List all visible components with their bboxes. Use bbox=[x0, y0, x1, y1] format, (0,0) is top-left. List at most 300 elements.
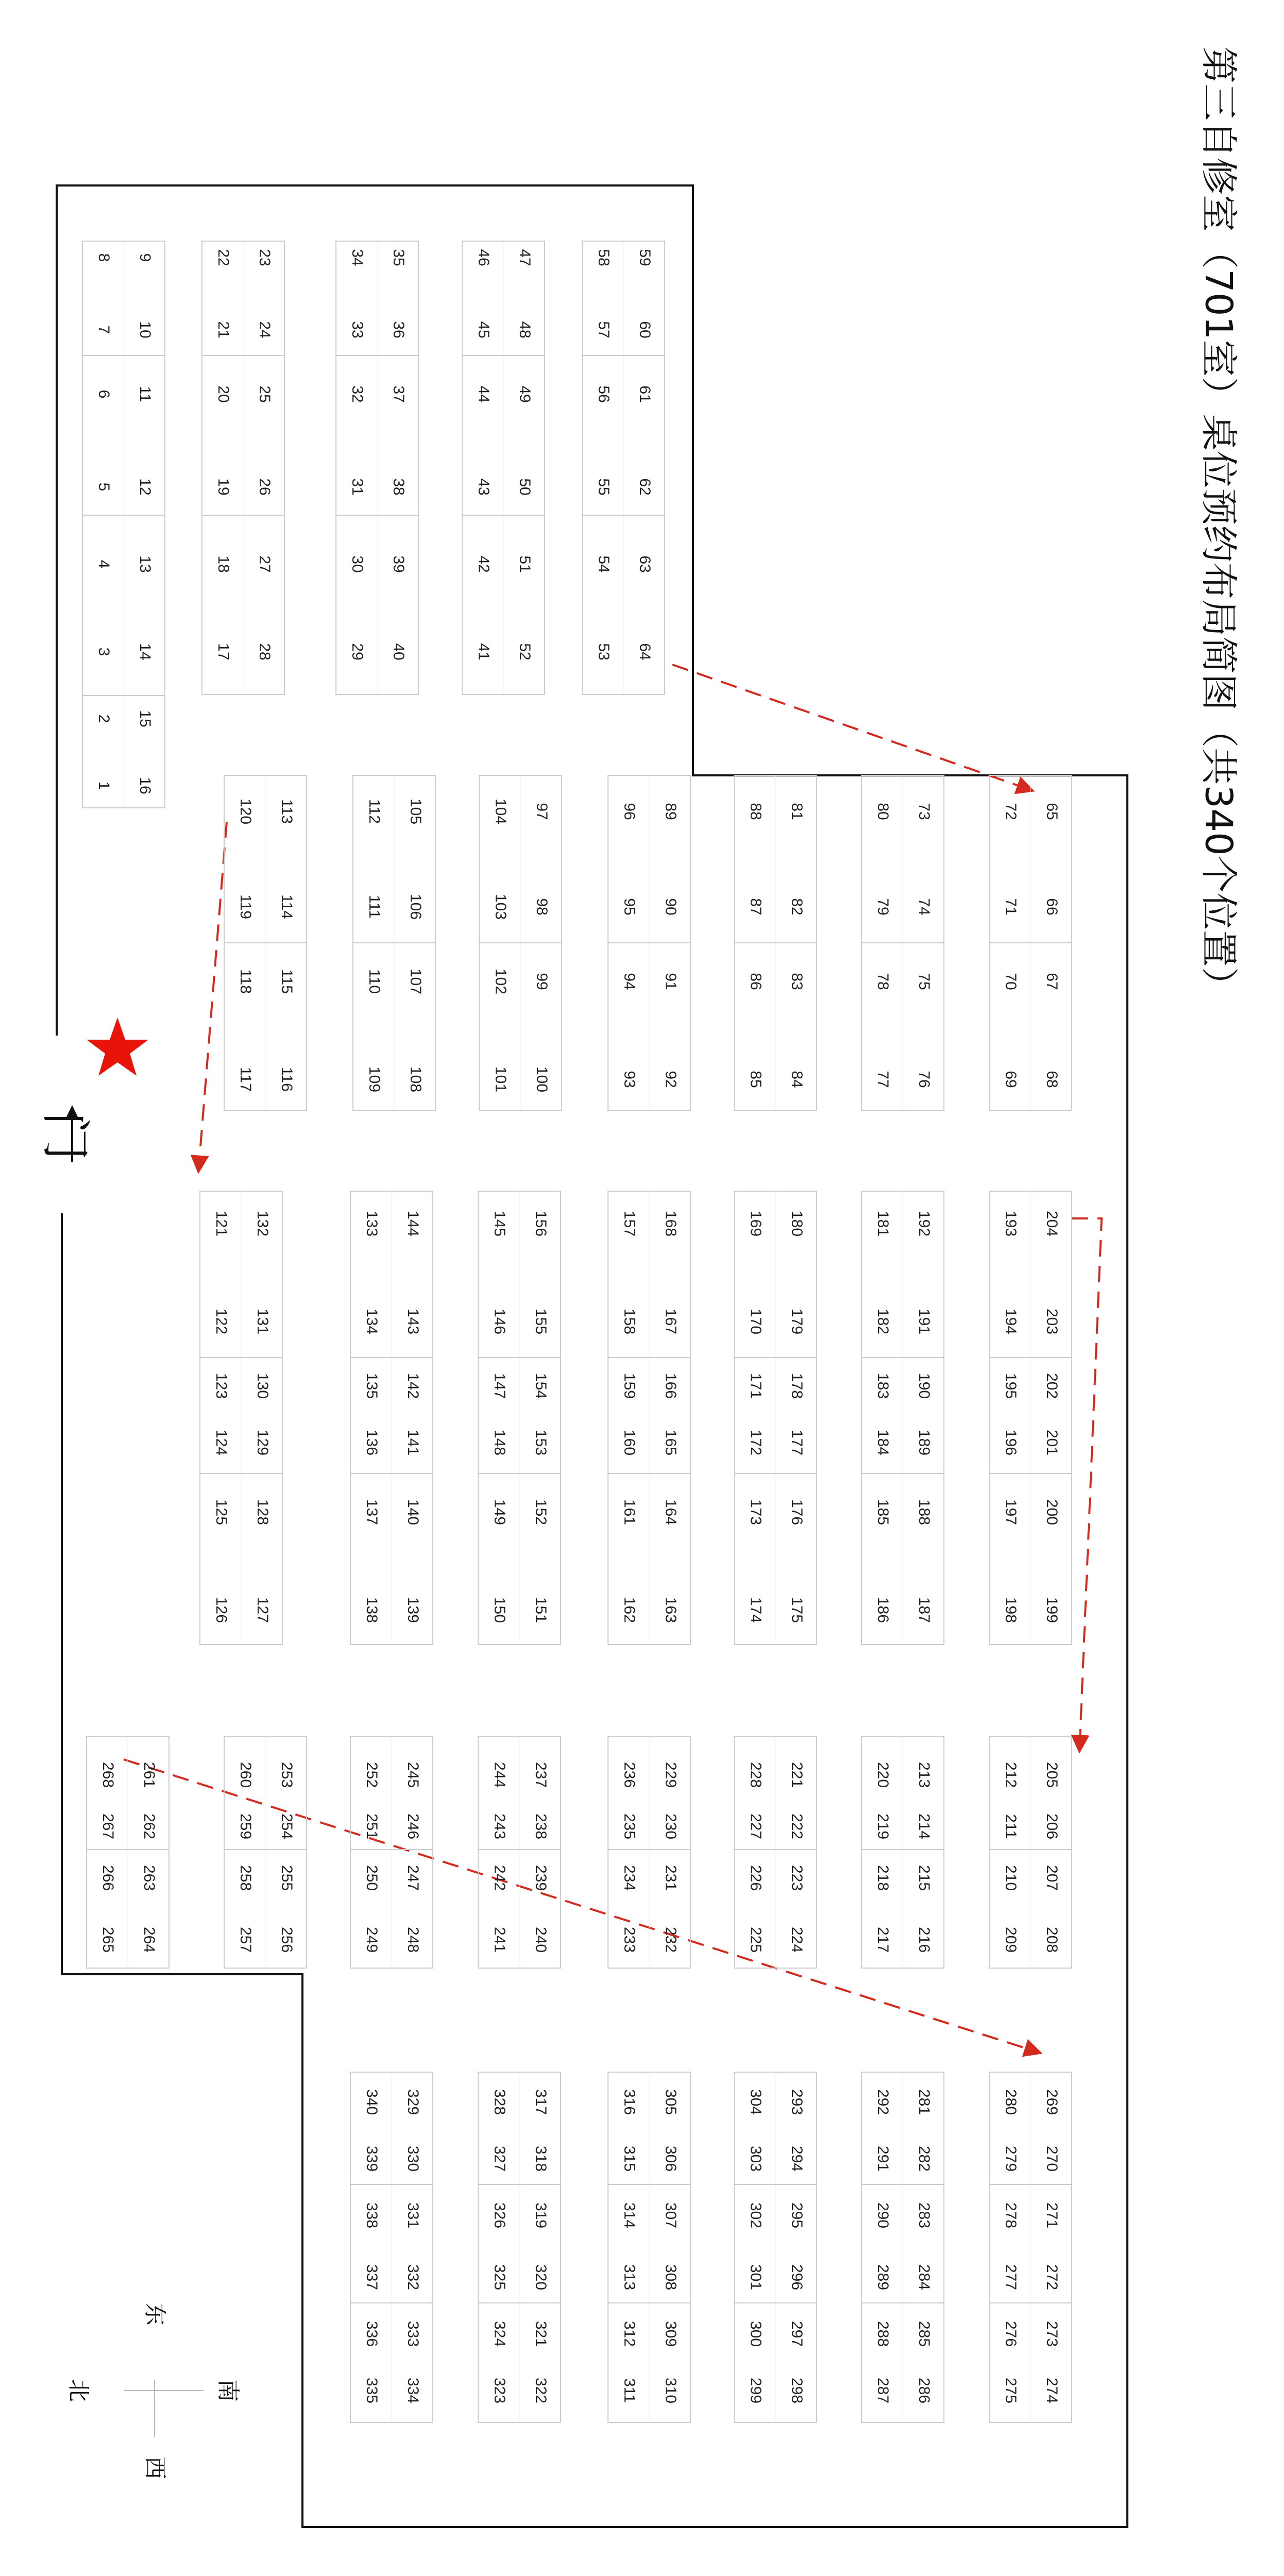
seat-number[interactable]: 38 bbox=[390, 478, 408, 496]
seat-number[interactable]: 212 bbox=[1002, 1761, 1020, 1788]
seat-number[interactable]: 236 bbox=[621, 1761, 638, 1788]
seat-number[interactable]: 157 bbox=[621, 1210, 638, 1237]
seat-number[interactable]: 245 bbox=[404, 1761, 422, 1788]
seat-number[interactable]: 96 bbox=[621, 803, 638, 820]
seat-number[interactable]: 180 bbox=[788, 1210, 806, 1237]
seat-number[interactable]: 172 bbox=[747, 1429, 765, 1456]
seat-number[interactable]: 306 bbox=[662, 2145, 680, 2172]
seat-number[interactable]: 271 bbox=[1043, 2202, 1061, 2229]
seat-number[interactable]: 323 bbox=[491, 2377, 509, 2404]
seat-number[interactable]: 13 bbox=[137, 555, 154, 573]
seat-number[interactable]: 294 bbox=[788, 2145, 806, 2172]
seat-number[interactable]: 26 bbox=[256, 478, 274, 496]
seat-number[interactable]: 289 bbox=[874, 2264, 892, 2291]
seat-number[interactable]: 103 bbox=[492, 893, 510, 920]
seat-number[interactable]: 218 bbox=[874, 1865, 892, 1891]
seat-number[interactable]: 276 bbox=[1002, 2320, 1020, 2347]
seat-number[interactable]: 122 bbox=[213, 1308, 230, 1335]
seat-number[interactable]: 315 bbox=[621, 2145, 638, 2172]
seat-number[interactable]: 102 bbox=[492, 968, 510, 995]
seat-number[interactable]: 301 bbox=[747, 2264, 765, 2291]
seat-number[interactable]: 268 bbox=[99, 1761, 117, 1788]
seat-number[interactable]: 4 bbox=[95, 560, 113, 569]
seat-number[interactable]: 44 bbox=[475, 385, 493, 403]
seat-number[interactable]: 111 bbox=[366, 895, 383, 919]
seat-number[interactable]: 149 bbox=[491, 1499, 509, 1526]
seat-number[interactable]: 135 bbox=[363, 1372, 381, 1399]
seat-number[interactable]: 89 bbox=[662, 803, 680, 820]
seat-number[interactable]: 182 bbox=[874, 1308, 892, 1335]
seat-number[interactable]: 114 bbox=[278, 894, 296, 919]
seat-number[interactable]: 329 bbox=[404, 2089, 422, 2115]
seat-number[interactable]: 101 bbox=[492, 1066, 510, 1093]
seat-number[interactable]: 71 bbox=[1002, 898, 1020, 916]
seat-number[interactable]: 214 bbox=[916, 1813, 933, 1840]
seat-number[interactable]: 335 bbox=[363, 2377, 381, 2404]
seat-number[interactable]: 243 bbox=[491, 1813, 509, 1840]
seat-number[interactable]: 70 bbox=[1002, 973, 1020, 990]
seat-number[interactable]: 317 bbox=[532, 2089, 550, 2115]
seat-number[interactable]: 141 bbox=[404, 1429, 422, 1456]
seat-number[interactable]: 237 bbox=[532, 1761, 550, 1788]
seat-number[interactable]: 6 bbox=[95, 389, 113, 399]
seat-number[interactable]: 155 bbox=[532, 1308, 550, 1335]
seat-number[interactable]: 3 bbox=[95, 647, 113, 656]
seat-number[interactable]: 22 bbox=[215, 249, 232, 266]
seat-number[interactable]: 159 bbox=[621, 1372, 638, 1399]
seat-number[interactable]: 73 bbox=[916, 803, 933, 820]
seat-number[interactable]: 340 bbox=[363, 2089, 381, 2115]
seat-number[interactable]: 128 bbox=[254, 1499, 272, 1526]
seat-number[interactable]: 90 bbox=[662, 898, 680, 916]
seat-number[interactable]: 327 bbox=[491, 2145, 509, 2172]
seat-number[interactable]: 207 bbox=[1043, 1865, 1061, 1891]
seat-number[interactable]: 310 bbox=[662, 2377, 680, 2404]
seat-number[interactable]: 181 bbox=[874, 1210, 892, 1237]
seat-number[interactable]: 286 bbox=[916, 2377, 933, 2404]
seat-number[interactable]: 203 bbox=[1043, 1308, 1061, 1335]
seat-number[interactable]: 257 bbox=[237, 1926, 255, 1953]
seat-number[interactable]: 129 bbox=[254, 1429, 272, 1456]
seat-number[interactable]: 165 bbox=[662, 1429, 680, 1456]
seat-number[interactable]: 211 bbox=[1002, 1814, 1020, 1839]
seat-number[interactable]: 224 bbox=[788, 1926, 806, 1953]
seat-number[interactable]: 333 bbox=[404, 2320, 422, 2347]
seat-number[interactable]: 132 bbox=[254, 1210, 272, 1237]
seat-number[interactable]: 308 bbox=[662, 2264, 680, 2291]
seat-number[interactable]: 146 bbox=[491, 1308, 509, 1335]
seat-number[interactable]: 121 bbox=[213, 1210, 230, 1237]
seat-number[interactable]: 220 bbox=[874, 1761, 892, 1788]
seat-number[interactable]: 63 bbox=[636, 555, 654, 573]
seat-number[interactable]: 228 bbox=[747, 1761, 765, 1788]
seat-number[interactable]: 259 bbox=[237, 1813, 255, 1840]
seat-number[interactable]: 142 bbox=[404, 1372, 422, 1399]
seat-number[interactable]: 263 bbox=[141, 1865, 158, 1891]
seat-number[interactable]: 299 bbox=[747, 2377, 765, 2404]
seat-number[interactable]: 166 bbox=[662, 1372, 680, 1399]
seat-number[interactable]: 170 bbox=[747, 1308, 765, 1335]
seat-number[interactable]: 67 bbox=[1043, 973, 1061, 990]
seat-number[interactable]: 190 bbox=[916, 1372, 933, 1399]
seat-number[interactable]: 275 bbox=[1002, 2377, 1020, 2404]
seat-number[interactable]: 235 bbox=[621, 1813, 638, 1840]
seat-number[interactable]: 98 bbox=[533, 898, 551, 916]
seat-number[interactable]: 232 bbox=[662, 1926, 680, 1953]
seat-number[interactable]: 81 bbox=[788, 803, 806, 820]
seat-number[interactable]: 241 bbox=[491, 1926, 509, 1953]
seat-number[interactable]: 187 bbox=[916, 1597, 933, 1623]
seat-number[interactable]: 76 bbox=[916, 1071, 933, 1088]
seat-number[interactable]: 183 bbox=[874, 1372, 892, 1399]
seat-number[interactable]: 133 bbox=[363, 1210, 381, 1237]
seat-number[interactable]: 284 bbox=[916, 2264, 933, 2291]
seat-number[interactable]: 18 bbox=[215, 555, 232, 573]
seat-number[interactable]: 319 bbox=[532, 2202, 550, 2229]
seat-number[interactable]: 108 bbox=[407, 1066, 425, 1093]
seat-number[interactable]: 15 bbox=[137, 710, 154, 727]
seat-number[interactable]: 231 bbox=[662, 1865, 680, 1891]
seat-number[interactable]: 219 bbox=[874, 1813, 892, 1840]
seat-number[interactable]: 58 bbox=[595, 249, 613, 266]
seat-number[interactable]: 72 bbox=[1002, 803, 1020, 820]
seat-number[interactable]: 94 bbox=[621, 973, 638, 990]
seat-number[interactable]: 273 bbox=[1043, 2320, 1061, 2347]
seat-number[interactable]: 260 bbox=[237, 1761, 255, 1788]
seat-number[interactable]: 321 bbox=[532, 2320, 550, 2347]
seat-number[interactable]: 83 bbox=[788, 973, 806, 990]
seat-number[interactable]: 60 bbox=[636, 321, 654, 338]
seat-number[interactable]: 215 bbox=[916, 1865, 933, 1891]
seat-number[interactable]: 19 bbox=[215, 478, 232, 496]
seat-number[interactable]: 131 bbox=[254, 1308, 272, 1335]
seat-number[interactable]: 296 bbox=[788, 2264, 806, 2291]
seat-number[interactable]: 311 bbox=[621, 2378, 638, 2403]
seat-number[interactable]: 186 bbox=[874, 1597, 892, 1623]
seat-number[interactable]: 20 bbox=[215, 385, 232, 403]
seat-number[interactable]: 68 bbox=[1043, 1071, 1061, 1088]
seat-number[interactable]: 64 bbox=[636, 643, 654, 660]
seat-number[interactable]: 127 bbox=[254, 1597, 272, 1623]
seat-number[interactable]: 53 bbox=[595, 643, 613, 660]
seat-number[interactable]: 55 bbox=[595, 478, 613, 496]
seat-number[interactable]: 175 bbox=[788, 1597, 806, 1623]
seat-number[interactable]: 325 bbox=[491, 2264, 509, 2291]
seat-number[interactable]: 35 bbox=[390, 249, 408, 266]
seat-number[interactable]: 34 bbox=[349, 249, 366, 266]
seat-number[interactable]: 158 bbox=[621, 1308, 638, 1335]
seat-number[interactable]: 262 bbox=[141, 1813, 158, 1840]
seat-number[interactable]: 201 bbox=[1043, 1429, 1061, 1456]
seat-number[interactable]: 288 bbox=[874, 2320, 892, 2347]
seat-number[interactable]: 62 bbox=[636, 478, 654, 496]
seat-number[interactable]: 161 bbox=[621, 1499, 638, 1526]
seat-number[interactable]: 298 bbox=[788, 2377, 806, 2404]
seat-number[interactable]: 206 bbox=[1043, 1813, 1061, 1840]
seat-number[interactable]: 143 bbox=[404, 1308, 422, 1335]
seat-number[interactable]: 328 bbox=[491, 2089, 509, 2115]
seat-number[interactable]: 233 bbox=[621, 1926, 638, 1953]
seat-number[interactable]: 238 bbox=[532, 1813, 550, 1840]
seat-number[interactable]: 148 bbox=[491, 1429, 509, 1456]
seat-number[interactable]: 320 bbox=[532, 2264, 550, 2291]
seat-number[interactable]: 23 bbox=[256, 249, 274, 266]
seat-number[interactable]: 282 bbox=[916, 2145, 933, 2172]
seat-number[interactable]: 179 bbox=[788, 1308, 806, 1335]
seat-number[interactable]: 16 bbox=[137, 777, 154, 794]
seat-number[interactable]: 125 bbox=[213, 1499, 230, 1526]
seat-number[interactable]: 69 bbox=[1002, 1071, 1020, 1088]
seat-number[interactable]: 255 bbox=[278, 1865, 296, 1891]
seat-number[interactable]: 272 bbox=[1043, 2264, 1061, 2291]
seat-number[interactable]: 239 bbox=[532, 1865, 550, 1891]
seat-number[interactable]: 313 bbox=[621, 2264, 638, 2291]
seat-number[interactable]: 248 bbox=[404, 1926, 422, 1953]
seat-number[interactable]: 258 bbox=[237, 1865, 255, 1891]
seat-number[interactable]: 246 bbox=[404, 1813, 422, 1840]
seat-number[interactable]: 266 bbox=[99, 1865, 117, 1891]
seat-number[interactable]: 247 bbox=[404, 1865, 422, 1891]
seat-number[interactable]: 191 bbox=[916, 1308, 933, 1335]
seat-number[interactable]: 209 bbox=[1002, 1926, 1020, 1953]
seat-number[interactable]: 2 bbox=[95, 714, 113, 723]
seat-number[interactable]: 7 bbox=[95, 325, 113, 334]
seat-number[interactable]: 57 bbox=[595, 321, 613, 338]
seat-number[interactable]: 120 bbox=[237, 798, 255, 825]
seat-number[interactable]: 336 bbox=[363, 2320, 381, 2347]
seat-number[interactable]: 93 bbox=[621, 1071, 638, 1088]
seat-number[interactable]: 250 bbox=[363, 1865, 381, 1891]
seat-number[interactable]: 140 bbox=[404, 1499, 422, 1526]
seat-number[interactable]: 177 bbox=[788, 1429, 806, 1456]
seat-number[interactable]: 210 bbox=[1002, 1865, 1020, 1891]
seat-number[interactable]: 202 bbox=[1043, 1372, 1061, 1399]
seat-number[interactable]: 173 bbox=[747, 1499, 765, 1526]
seat-number[interactable]: 254 bbox=[278, 1813, 296, 1840]
seat-number[interactable]: 8 bbox=[95, 253, 113, 262]
seat-number[interactable]: 234 bbox=[621, 1865, 638, 1891]
seat-number[interactable]: 279 bbox=[1002, 2145, 1020, 2172]
seat-number[interactable]: 56 bbox=[595, 385, 613, 403]
seat-number[interactable]: 11 bbox=[137, 386, 154, 402]
seat-number[interactable]: 29 bbox=[349, 643, 366, 660]
seat-number[interactable]: 229 bbox=[662, 1761, 680, 1788]
seat-number[interactable]: 274 bbox=[1043, 2377, 1061, 2404]
seat-number[interactable]: 326 bbox=[491, 2202, 509, 2229]
seat-number[interactable]: 113 bbox=[278, 799, 296, 824]
seat-number[interactable]: 281 bbox=[916, 2089, 933, 2115]
seat-number[interactable]: 285 bbox=[916, 2320, 933, 2347]
seat-number[interactable]: 100 bbox=[533, 1066, 551, 1093]
seat-number[interactable]: 162 bbox=[621, 1597, 638, 1623]
seat-number[interactable]: 104 bbox=[492, 798, 510, 825]
seat-number[interactable]: 84 bbox=[788, 1071, 806, 1088]
seat-number[interactable]: 240 bbox=[532, 1926, 550, 1953]
seat-number[interactable]: 197 bbox=[1002, 1499, 1020, 1526]
seat-number[interactable]: 86 bbox=[747, 973, 765, 990]
seat-number[interactable]: 277 bbox=[1002, 2264, 1020, 2291]
seat-number[interactable]: 134 bbox=[363, 1308, 381, 1335]
seat-number[interactable]: 204 bbox=[1043, 1210, 1061, 1237]
seat-number[interactable]: 119 bbox=[237, 894, 255, 919]
seat-number[interactable]: 85 bbox=[747, 1071, 765, 1088]
seat-number[interactable]: 292 bbox=[874, 2089, 892, 2115]
seat-number[interactable]: 200 bbox=[1043, 1499, 1061, 1526]
seat-number[interactable]: 223 bbox=[788, 1865, 806, 1891]
seat-number[interactable]: 168 bbox=[662, 1210, 680, 1237]
seat-number[interactable]: 152 bbox=[532, 1499, 550, 1526]
seat-number[interactable]: 295 bbox=[788, 2202, 806, 2229]
seat-number[interactable]: 107 bbox=[407, 968, 425, 995]
seat-number[interactable]: 79 bbox=[874, 898, 892, 916]
seat-number[interactable]: 269 bbox=[1043, 2089, 1061, 2115]
seat-number[interactable]: 105 bbox=[407, 798, 425, 825]
seat-number[interactable]: 194 bbox=[1002, 1308, 1020, 1335]
seat-number[interactable]: 109 bbox=[366, 1066, 383, 1093]
seat-number[interactable]: 163 bbox=[662, 1597, 680, 1623]
seat-number[interactable]: 171 bbox=[747, 1372, 765, 1399]
seat-number[interactable]: 112 bbox=[366, 799, 383, 824]
seat-number[interactable]: 106 bbox=[407, 893, 425, 920]
seat-number[interactable]: 331 bbox=[404, 2202, 422, 2229]
seat-number[interactable]: 99 bbox=[533, 973, 551, 990]
seat-number[interactable]: 138 bbox=[363, 1597, 381, 1623]
seat-number[interactable]: 280 bbox=[1002, 2089, 1020, 2115]
seat-number[interactable]: 188 bbox=[916, 1499, 933, 1526]
seat-number[interactable]: 256 bbox=[278, 1926, 296, 1953]
seat-number[interactable]: 338 bbox=[363, 2202, 381, 2229]
seat-number[interactable]: 12 bbox=[137, 478, 154, 496]
seat-number[interactable]: 46 bbox=[475, 249, 493, 266]
seat-number[interactable]: 227 bbox=[747, 1813, 765, 1840]
seat-number[interactable]: 208 bbox=[1043, 1926, 1061, 1953]
seat-number[interactable]: 66 bbox=[1043, 898, 1061, 916]
seat-number[interactable]: 110 bbox=[366, 969, 383, 994]
seat-number[interactable]: 305 bbox=[662, 2089, 680, 2115]
seat-number[interactable]: 189 bbox=[916, 1429, 933, 1456]
seat-number[interactable]: 293 bbox=[788, 2089, 806, 2115]
seat-number[interactable]: 261 bbox=[141, 1761, 158, 1788]
seat-number[interactable]: 192 bbox=[916, 1210, 933, 1237]
seat-number[interactable]: 216 bbox=[916, 1926, 933, 1953]
seat-number[interactable]: 221 bbox=[788, 1761, 806, 1788]
seat-number[interactable]: 309 bbox=[662, 2320, 680, 2347]
seat-number[interactable]: 324 bbox=[491, 2320, 509, 2347]
seat-number[interactable]: 27 bbox=[256, 555, 274, 573]
seat-number[interactable]: 118 bbox=[237, 969, 255, 994]
seat-number[interactable]: 97 bbox=[533, 803, 551, 820]
seat-number[interactable]: 150 bbox=[491, 1597, 509, 1623]
seat-number[interactable]: 304 bbox=[747, 2089, 765, 2115]
seat-number[interactable]: 265 bbox=[99, 1926, 117, 1953]
seat-number[interactable]: 303 bbox=[747, 2145, 765, 2172]
seat-number[interactable]: 318 bbox=[532, 2145, 550, 2172]
seat-number[interactable]: 226 bbox=[747, 1865, 765, 1891]
seat-number[interactable]: 184 bbox=[874, 1429, 892, 1456]
seat-number[interactable]: 264 bbox=[141, 1926, 158, 1953]
seat-number[interactable]: 52 bbox=[516, 643, 534, 660]
seat-number[interactable]: 267 bbox=[99, 1813, 117, 1840]
seat-number[interactable]: 193 bbox=[1002, 1210, 1020, 1237]
seat-number[interactable]: 283 bbox=[916, 2202, 933, 2229]
seat-number[interactable]: 30 bbox=[349, 555, 366, 573]
seat-number[interactable]: 65 bbox=[1043, 803, 1061, 820]
seat-number[interactable]: 137 bbox=[363, 1499, 381, 1526]
seat-number[interactable]: 47 bbox=[516, 249, 534, 266]
seat-number[interactable]: 48 bbox=[516, 321, 534, 338]
seat-number[interactable]: 314 bbox=[621, 2202, 638, 2229]
seat-number[interactable]: 334 bbox=[404, 2377, 422, 2404]
seat-number[interactable]: 37 bbox=[390, 385, 408, 403]
seat-number[interactable]: 136 bbox=[363, 1429, 381, 1456]
seat-number[interactable]: 174 bbox=[747, 1597, 765, 1623]
seat-number[interactable]: 31 bbox=[349, 478, 366, 496]
seat-number[interactable]: 169 bbox=[747, 1210, 765, 1237]
seat-number[interactable]: 42 bbox=[475, 555, 493, 573]
seat-number[interactable]: 156 bbox=[532, 1210, 550, 1237]
seat-number[interactable]: 199 bbox=[1043, 1597, 1061, 1623]
seat-number[interactable]: 88 bbox=[747, 803, 765, 820]
seat-number[interactable]: 339 bbox=[363, 2145, 381, 2172]
seat-number[interactable]: 139 bbox=[404, 1597, 422, 1623]
seat-number[interactable]: 205 bbox=[1043, 1761, 1061, 1788]
seat-number[interactable]: 77 bbox=[874, 1071, 892, 1088]
seat-number[interactable]: 144 bbox=[404, 1210, 422, 1237]
seat-number[interactable]: 75 bbox=[916, 973, 933, 990]
seat-number[interactable]: 124 bbox=[213, 1429, 230, 1456]
seat-number[interactable]: 330 bbox=[404, 2145, 422, 2172]
seat-number[interactable]: 87 bbox=[747, 898, 765, 916]
seat-number[interactable]: 278 bbox=[1002, 2202, 1020, 2229]
seat-number[interactable]: 95 bbox=[621, 898, 638, 916]
seat-number[interactable]: 80 bbox=[874, 803, 892, 820]
seat-number[interactable]: 291 bbox=[874, 2145, 892, 2172]
seat-number[interactable]: 270 bbox=[1043, 2145, 1061, 2172]
seat-number[interactable]: 41 bbox=[475, 643, 493, 660]
seat-number[interactable]: 252 bbox=[363, 1761, 381, 1788]
seat-number[interactable]: 59 bbox=[636, 249, 654, 266]
seat-number[interactable]: 217 bbox=[874, 1926, 892, 1953]
seat-number[interactable]: 54 bbox=[595, 555, 613, 573]
seat-number[interactable]: 244 bbox=[491, 1761, 509, 1788]
seat-number[interactable]: 213 bbox=[916, 1761, 933, 1788]
seat-number[interactable]: 196 bbox=[1002, 1429, 1020, 1456]
seat-number[interactable]: 154 bbox=[532, 1372, 550, 1399]
seat-number[interactable]: 249 bbox=[363, 1926, 381, 1953]
seat-number[interactable]: 145 bbox=[491, 1210, 509, 1237]
seat-number[interactable]: 337 bbox=[363, 2264, 381, 2291]
seat-number[interactable]: 147 bbox=[491, 1372, 509, 1399]
seat-number[interactable]: 332 bbox=[404, 2264, 422, 2291]
seat-number[interactable]: 167 bbox=[662, 1308, 680, 1335]
seat-number[interactable]: 25 bbox=[256, 385, 274, 403]
seat-number[interactable]: 242 bbox=[491, 1865, 509, 1891]
seat-number[interactable]: 123 bbox=[213, 1372, 230, 1399]
seat-number[interactable]: 14 bbox=[137, 643, 154, 660]
seat-number[interactable]: 51 bbox=[516, 555, 534, 573]
seat-number[interactable]: 1 bbox=[95, 781, 113, 790]
seat-number[interactable]: 24 bbox=[256, 321, 274, 338]
seat-number[interactable]: 9 bbox=[137, 253, 154, 262]
seat-number[interactable]: 230 bbox=[662, 1813, 680, 1840]
seat-number[interactable]: 151 bbox=[532, 1597, 550, 1623]
seat-number[interactable]: 290 bbox=[874, 2202, 892, 2229]
seat-number[interactable]: 222 bbox=[788, 1813, 806, 1840]
seat-number[interactable]: 40 bbox=[390, 643, 408, 660]
seat-number[interactable]: 253 bbox=[278, 1761, 296, 1788]
seat-number[interactable]: 178 bbox=[788, 1372, 806, 1399]
seat-number[interactable]: 39 bbox=[390, 555, 408, 573]
